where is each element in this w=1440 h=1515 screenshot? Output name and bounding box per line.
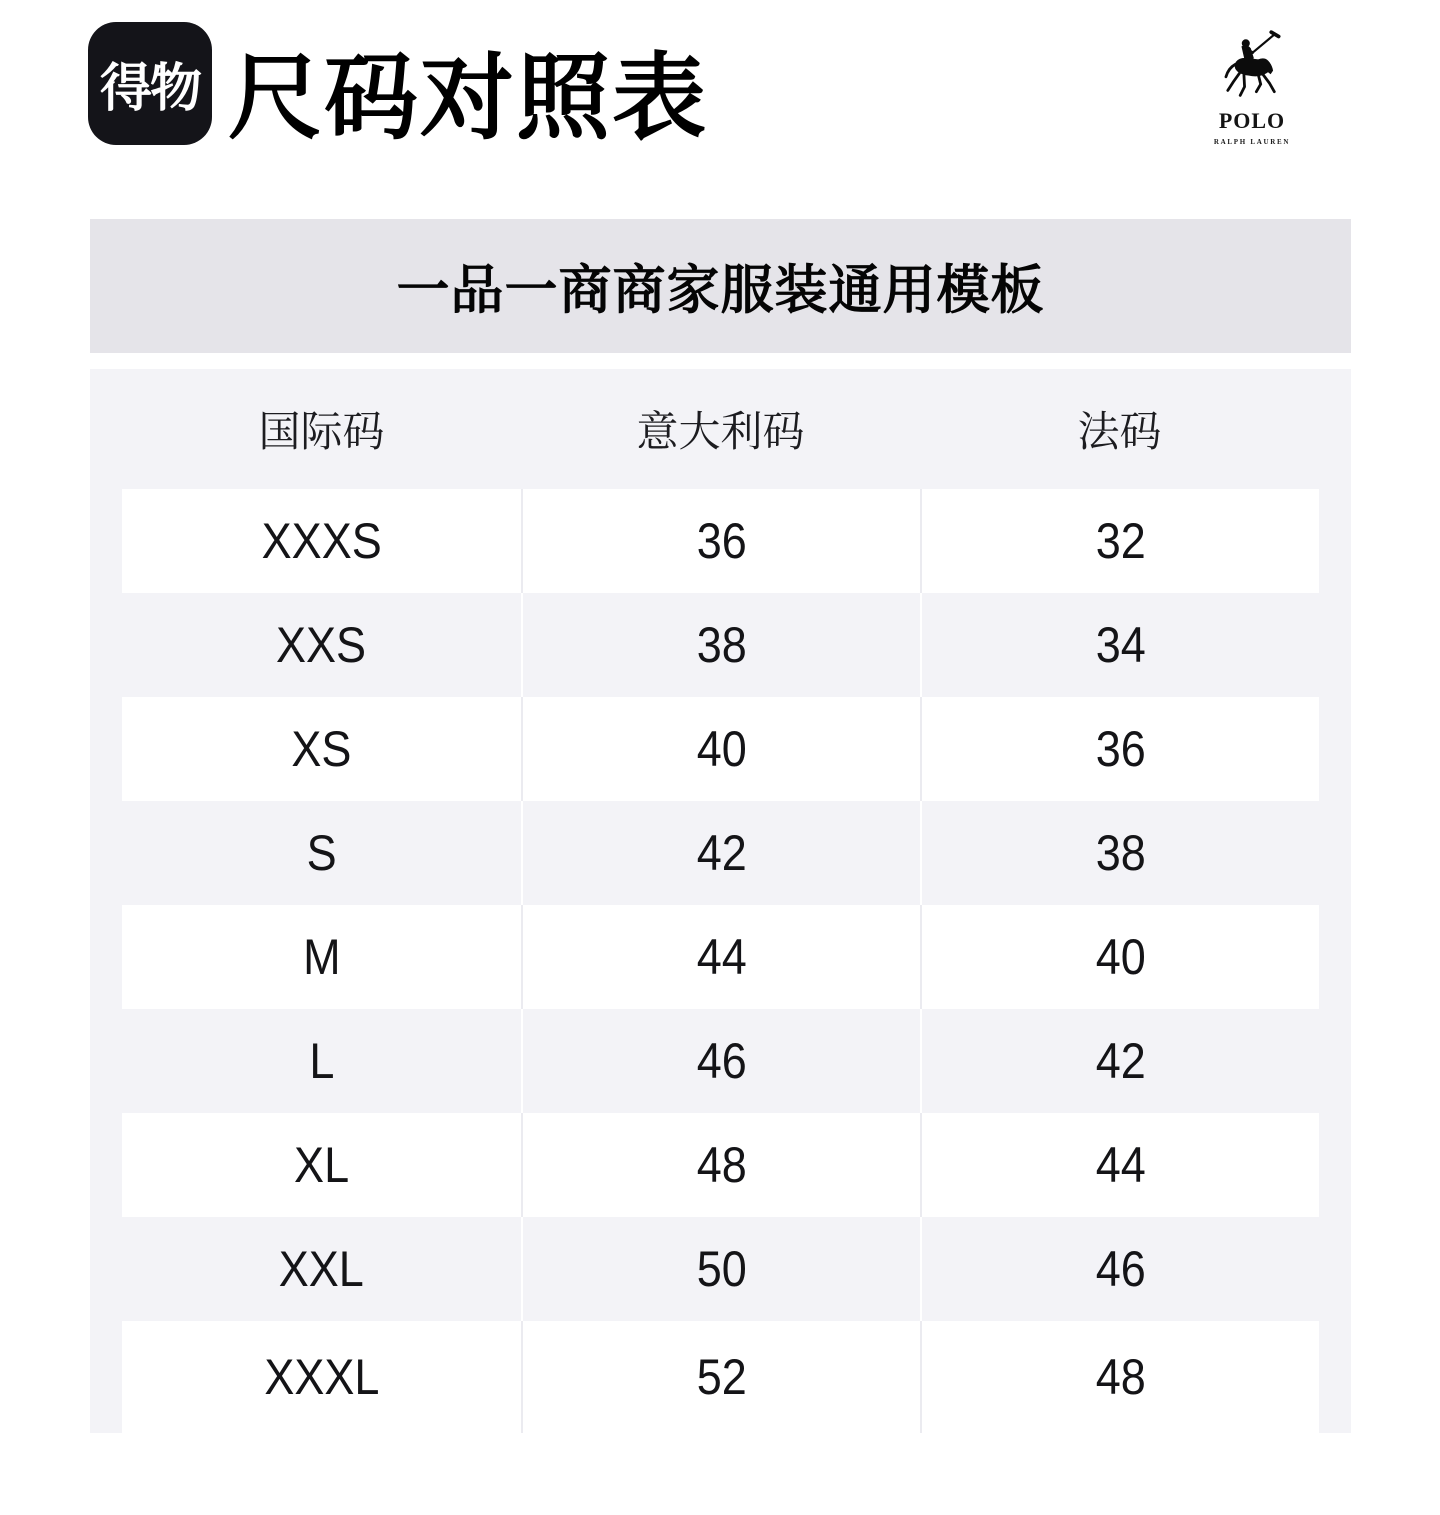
column-header-italian-size: 意大利码: [636, 408, 805, 455]
table-row: [122, 905, 1319, 1009]
cell-italian-size: 40: [521, 697, 920, 801]
table-row: [122, 489, 1319, 593]
column-header-french-size: 法码: [1077, 408, 1162, 455]
table-row: [122, 1217, 1319, 1321]
cell-french-size: 38: [920, 801, 1319, 905]
cell-french-size: 32: [920, 489, 1319, 593]
cell-french-size: 46: [920, 1217, 1319, 1321]
dewu-app-logo: [88, 22, 212, 145]
cell-international-size: XXXS: [261, 513, 382, 569]
cell-italian-size: 52: [521, 1321, 920, 1433]
cell-international-size: XXXL: [263, 1349, 380, 1405]
polo-player-icon: [1221, 24, 1283, 106]
dewu-logo-text: 得物: [99, 60, 200, 118]
cell-international-size: XL: [293, 1137, 350, 1193]
cell-french-size: 36: [920, 697, 1319, 801]
cell-french-size: 44: [920, 1113, 1319, 1217]
page-title: 尺码对照表: [228, 45, 709, 150]
table-row: [122, 593, 1319, 697]
cell-international-size: S: [306, 825, 337, 881]
template-banner: [90, 219, 1351, 353]
column-header-international-size: 国际码: [258, 408, 385, 455]
table-row: [122, 697, 1319, 801]
size-table-panel: [90, 369, 1351, 1433]
cell-international-size: M: [302, 929, 341, 985]
cell-italian-size: 48: [521, 1113, 920, 1217]
polo-brand-subname: RALPH LAUREN: [1213, 138, 1291, 146]
cell-italian-size: 42: [521, 801, 920, 905]
template-banner-text: 一品一商商家服装通用模板: [396, 261, 1045, 320]
table-row: [122, 801, 1319, 905]
cell-italian-size: 44: [521, 905, 920, 1009]
size-table-body: [122, 489, 1319, 1433]
cell-italian-size: 36: [521, 489, 920, 593]
cell-international-size: XXS: [276, 617, 367, 673]
cell-international-size: XXL: [278, 1241, 365, 1297]
cell-french-size: 34: [920, 593, 1319, 697]
cell-french-size: 40: [920, 905, 1319, 1009]
table-row: [122, 1009, 1319, 1113]
cell-french-size: 48: [920, 1321, 1319, 1433]
cell-italian-size: 38: [521, 593, 920, 697]
cell-french-size: 42: [920, 1009, 1319, 1113]
cell-international-size: XS: [291, 721, 352, 777]
size-table-header-row: [122, 369, 1319, 489]
cell-international-size: L: [308, 1033, 335, 1089]
table-row: [122, 1321, 1319, 1433]
table-row: [122, 1113, 1319, 1217]
cell-italian-size: 46: [521, 1009, 920, 1113]
polo-ralph-lauren-logo: [1187, 24, 1317, 146]
polo-brand-name: POLO: [1218, 108, 1286, 133]
cell-italian-size: 50: [521, 1217, 920, 1321]
